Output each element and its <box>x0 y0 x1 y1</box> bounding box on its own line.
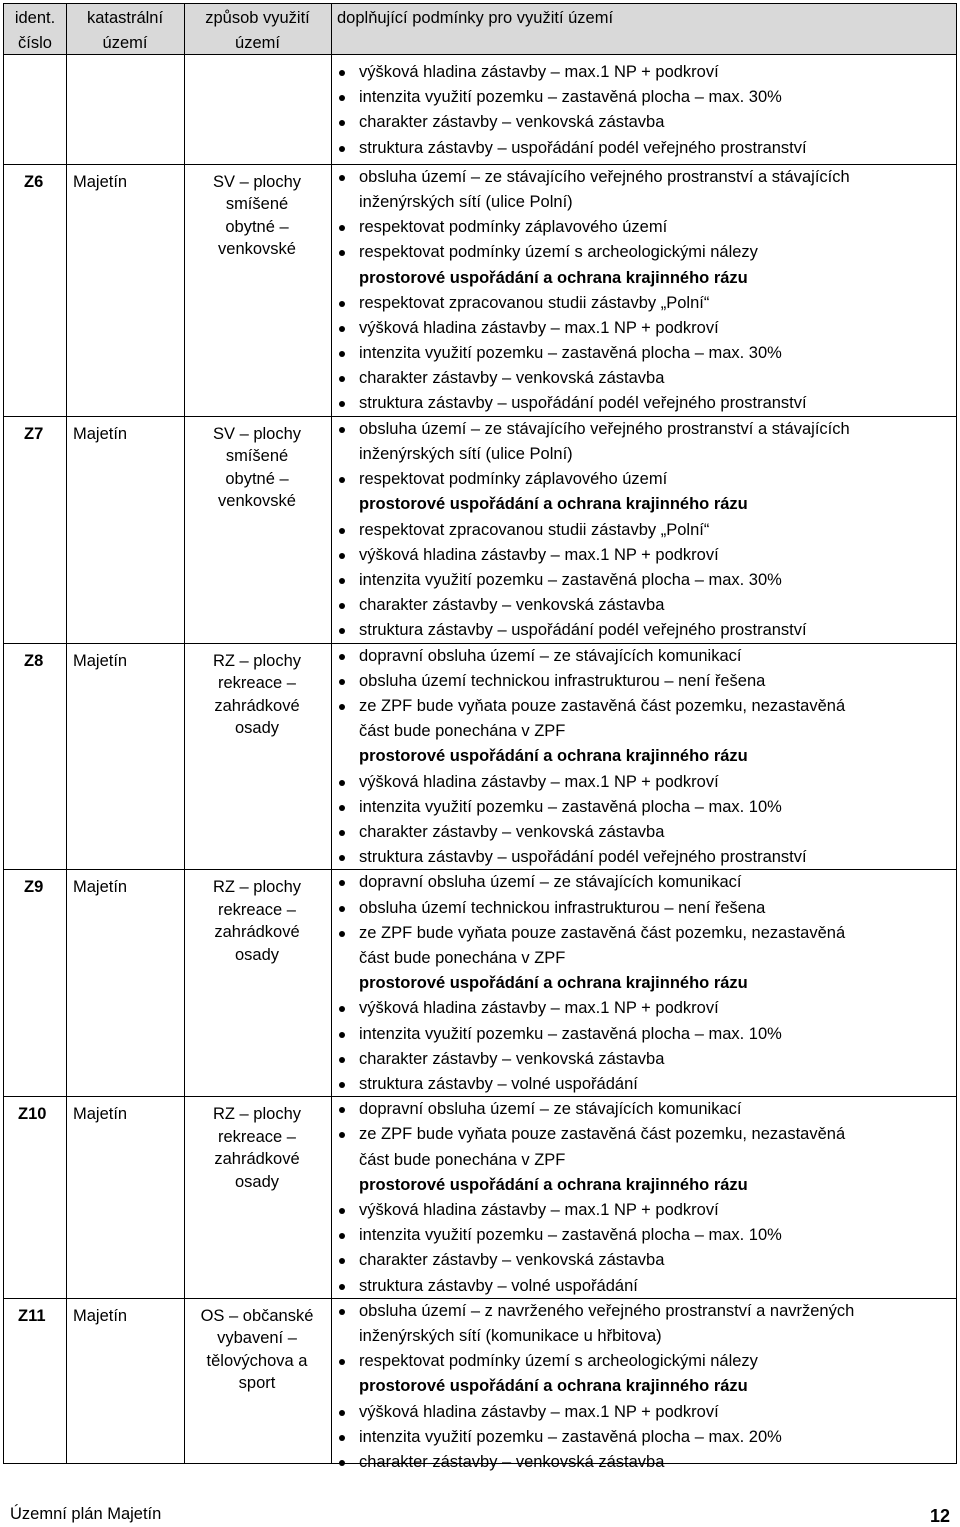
condition-item: struktura zástavby – uspořádání podél veřejného prostranství <box>331 845 949 870</box>
condition-item: ze ZPF bude vyňata pouze zastavěná část pozemku, nezastavěná <box>331 921 949 946</box>
condition-item: výšková hladina zástavby – max.1 NP + podkroví <box>331 60 949 85</box>
row-id: Z9 <box>24 878 44 897</box>
column-divider <box>66 4 67 1463</box>
use-line: sport <box>238 1374 276 1393</box>
footer-title: Územní plán Majetín <box>10 1505 162 1523</box>
condition-item: výšková hladina zástavby – max.1 NP + podkroví <box>331 996 949 1021</box>
use-line: vybavení – <box>217 1329 297 1348</box>
use-line: venkovské <box>218 240 296 259</box>
condition-item: dopravní obsluha území – ze stávajících komunikací <box>331 644 949 669</box>
use-line: zahrádkové <box>214 1150 300 1169</box>
condition-item: respektovat podmínky území s archeologickými nálezy <box>331 240 949 265</box>
row-use <box>186 650 328 740</box>
condition-item: intenzita využití pozemku – zastavěná plocha – max. 30% <box>331 85 949 110</box>
condition-item: intenzita využití pozemku – zastavěná plocha – max. 10% <box>331 1022 949 1047</box>
condition-item: výšková hladina zástavby – max.1 NP + podkroví <box>331 1198 949 1223</box>
use-line: SV – plochy <box>212 424 302 443</box>
header-area: katastrální území <box>86 9 164 52</box>
condition-item: respektovat podmínky záplavového území <box>331 467 949 492</box>
condition-item: respektovat podmínky záplavového území <box>331 215 949 240</box>
use-line: rekreace – <box>218 674 296 693</box>
condition-item: charakter zástavby – venkovská zástavba <box>331 110 949 135</box>
condition-item: charakter zástavby – venkovská zástavba <box>331 366 949 391</box>
condition-item: respektovat zpracovanou studii zástavby „Polní“ <box>331 291 949 316</box>
conditions-list <box>331 870 949 1097</box>
row-area: Majetín <box>73 878 128 897</box>
row-area: Majetín <box>73 424 128 443</box>
condition-continuation: část bude ponechána v ZPF <box>359 948 566 967</box>
row-area: Majetín <box>73 651 128 670</box>
use-line: osady <box>234 945 280 964</box>
use-line: obytné – <box>225 217 289 236</box>
row-use <box>186 423 328 513</box>
condition-item: charakter zástavby – venkovská zástavba <box>331 1047 949 1072</box>
use-line: osady <box>234 1172 280 1191</box>
condition-item: výšková hladina zástavby – max.1 NP + podkroví <box>331 770 949 795</box>
use-line: OS – občanské <box>200 1306 314 1325</box>
page-number: 12 <box>930 1506 951 1526</box>
header-conditions: doplňující podmínky pro využití území <box>337 9 614 27</box>
header-use: způsob využití území <box>205 9 310 52</box>
condition-item: obsluha území – ze stávajícího veřejného prostranství a stávajících <box>331 417 949 442</box>
condition-item: intenzita využití pozemku – zastavěná plocha – max. 30% <box>331 341 949 366</box>
use-line: smíšené <box>225 195 289 214</box>
use-line: rekreace – <box>218 1127 296 1146</box>
row-use <box>186 1305 328 1395</box>
conditions-list <box>331 417 949 644</box>
condition-item: obsluha území technickou infrastrukturou – není řešena <box>331 669 949 694</box>
conditions-list <box>331 1097 949 1299</box>
row-area: Majetín <box>73 1105 128 1124</box>
use-line: RZ – plochy <box>212 878 302 897</box>
condition-item: intenzita využití pozemku – zastavěná plocha – max. 30% <box>331 568 949 593</box>
condition-item: struktura zástavby – volné uspořádání <box>331 1072 949 1097</box>
row-id: Z11 <box>18 1306 46 1325</box>
use-line: tělovýchova a <box>206 1351 308 1370</box>
section-heading: prostorové uspořádání a ochrana krajinného rázu <box>359 1175 748 1194</box>
condition-item: respektovat zpracovanou studii zástavby „Polní“ <box>331 518 949 543</box>
condition-item: výšková hladina zástavby – max.1 NP + podkroví <box>331 1400 949 1425</box>
use-line: rekreace – <box>218 900 296 919</box>
condition-item: intenzita využití pozemku – zastavěná plocha – max. 10% <box>331 1223 949 1248</box>
section-heading: prostorové uspořádání a ochrana krajinného rázu <box>359 974 748 993</box>
conditions-list <box>331 644 949 871</box>
condition-continuation: část bude ponechána v ZPF <box>359 722 566 741</box>
use-line: RZ – plochy <box>212 1105 302 1124</box>
condition-item: charakter zástavby – venkovská zástavba <box>331 593 949 618</box>
use-line: zahrádkové <box>214 923 300 942</box>
condition-item: obsluha území – z navrženého veřejného prostranství a navržených <box>331 1299 949 1324</box>
condition-item: dopravní obsluha území – ze stávajících komunikací <box>331 870 949 895</box>
conditions-list <box>331 1299 949 1475</box>
use-line: obytné – <box>225 469 289 488</box>
row-area: Majetín <box>73 1306 128 1325</box>
row-id: Z10 <box>18 1105 47 1124</box>
condition-item: obsluha území technickou infrastrukturou – není řešena <box>331 896 949 921</box>
row-id: Z7 <box>24 424 44 443</box>
header-id: ident. číslo <box>14 9 56 52</box>
section-heading: prostorové uspořádání a ochrana krajinného rázu <box>359 747 748 766</box>
use-line: RZ – plochy <box>212 651 302 670</box>
section-heading: prostorové uspořádání a ochrana krajinného rázu <box>359 495 748 514</box>
use-line: osady <box>234 719 280 738</box>
row-id: Z6 <box>24 172 44 191</box>
condition-item: ze ZPF bude vyňata pouze zastavěná část pozemku, nezastavěná <box>331 694 949 719</box>
condition-item: obsluha území – ze stávajícího veřejného prostranství a stávajících <box>331 165 949 190</box>
row-use <box>186 171 328 261</box>
conditions-list <box>331 60 949 161</box>
condition-continuation: inženýrských sítí (komunikace u hřbitova) <box>359 1326 662 1345</box>
condition-item: struktura zástavby – uspořádání podél veřejného prostranství <box>331 136 949 161</box>
row-area: Majetín <box>73 172 128 191</box>
column-divider <box>184 4 185 1463</box>
condition-item: charakter zástavby – venkovská zástavba <box>331 1450 949 1475</box>
condition-item: respektovat podmínky území s archeologickými nálezy <box>331 1349 949 1374</box>
condition-item: struktura zástavby – uspořádání podél veřejného prostranství <box>331 391 949 416</box>
condition-item: intenzita využití pozemku – zastavěná plocha – max. 20% <box>331 1425 949 1450</box>
condition-item: ze ZPF bude vyňata pouze zastavěná část pozemku, nezastavěná <box>331 1122 949 1147</box>
condition-item: charakter zástavby – venkovská zástavba <box>331 820 949 845</box>
condition-item: dopravní obsluha území – ze stávajících komunikací <box>331 1097 949 1122</box>
row-use <box>186 1103 328 1193</box>
row-id: Z8 <box>24 651 44 670</box>
section-heading: prostorové uspořádání a ochrana krajinného rázu <box>359 268 748 287</box>
use-line: zahrádkové <box>214 696 300 715</box>
condition-item: struktura zástavby – volné uspořádání <box>331 1274 949 1299</box>
conditions-list <box>331 165 949 417</box>
condition-continuation: část bude ponechána v ZPF <box>359 1150 566 1169</box>
use-line: SV – plochy <box>212 172 302 191</box>
use-line: venkovské <box>218 492 296 511</box>
condition-continuation: inženýrských sítí (ulice Polní) <box>359 192 573 211</box>
row-use <box>186 876 328 966</box>
section-heading: prostorové uspořádání a ochrana krajinného rázu <box>359 1377 748 1396</box>
use-line: smíšené <box>225 447 289 466</box>
condition-item: intenzita využití pozemku – zastavěná plocha – max. 10% <box>331 795 949 820</box>
condition-item: výšková hladina zástavby – max.1 NP + podkroví <box>331 316 949 341</box>
condition-continuation: inženýrských sítí (ulice Polní) <box>359 444 573 463</box>
condition-item: výšková hladina zástavby – max.1 NP + podkroví <box>331 543 949 568</box>
condition-item: struktura zástavby – uspořádání podél veřejného prostranství <box>331 618 949 643</box>
condition-item: charakter zástavby – venkovská zástavba <box>331 1248 949 1273</box>
